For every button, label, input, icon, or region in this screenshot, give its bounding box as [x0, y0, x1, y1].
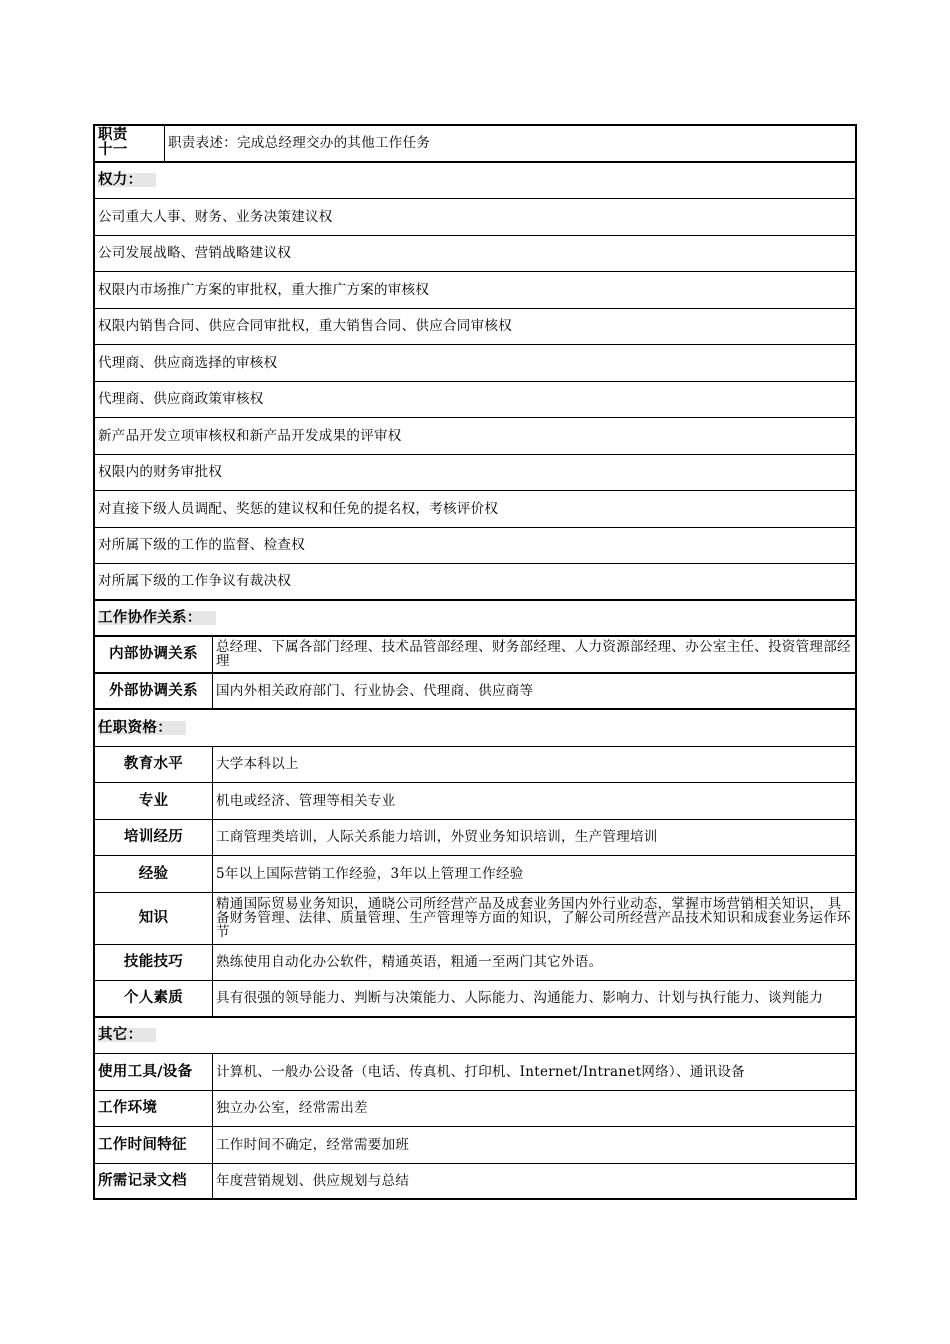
other-value: 独立办公室，经常需出差	[216, 1100, 368, 1117]
other-label: 使用工具/设备	[95, 1054, 213, 1090]
other-value: 工作时间不确定，经常需要加班	[216, 1136, 410, 1153]
power-item	[95, 491, 855, 528]
qualification-value: 工商管理类培训，人际关系能力培训，外贸业务知识培训，生产管理培训	[216, 829, 658, 846]
cooperation-label: 内部协调关系	[95, 637, 213, 672]
qualification-value: 精通国际贸易业务知识，通晓公司所经营产品及成套业务国内外行业动态，掌握市场营销相关知识， 具备财务管理、法律、质量管理、生产管理等方面的知识，了解公司所经营产品技术知识和成套业务运作环节	[216, 896, 851, 940]
other-value: 年度营销规划、供应规划与总结	[216, 1172, 410, 1189]
qualification-label: 个人素质	[95, 981, 213, 1016]
cooperation-section-header	[95, 601, 855, 638]
power-item-text: 对所属下级的工作的监督、检查权	[98, 537, 305, 554]
power-item-text: 权限内的财务审批权	[98, 464, 223, 481]
power-item-text: 权限内销售合同、供应合同审批权，重大销售合同、供应合同审核权	[98, 318, 512, 335]
power-item-text: 代理商、供应商政策审核权	[98, 391, 264, 408]
power-item	[95, 345, 855, 382]
other-value: 计算机、一般办公设备（电话、传真机、打印机、Internet/Intranet网络）、通讯设备	[216, 1063, 745, 1080]
power-title: 权力：	[98, 173, 156, 187]
other-label: 工作时间特征	[95, 1127, 213, 1163]
power-item	[95, 382, 855, 419]
other-label: 工作环境	[95, 1091, 213, 1127]
qualification-row	[95, 981, 855, 1018]
power-item	[95, 528, 855, 565]
duty-text: 职责表述：完成总经理交办的其他工作任务	[168, 135, 431, 152]
cooperation-row	[95, 637, 855, 674]
power-item	[95, 564, 855, 601]
cooperation-label: 外部协调关系	[95, 674, 213, 709]
power-item-text: 公司发展战略、营销战略建议权	[98, 245, 292, 262]
other-row	[95, 1127, 855, 1164]
power-item-text: 代理商、供应商选择的审核权	[98, 354, 278, 371]
power-item-text: 权限内市场推广方案的审批权，重大推广方案的审核权	[98, 281, 430, 298]
power-section-header	[95, 163, 855, 200]
power-item	[95, 272, 855, 309]
qualification-label: 专业	[95, 783, 213, 819]
qualification-row	[95, 747, 855, 784]
qualification-value: 熟练使用自动化办公软件，精通英语，粗通一至两门其它外语。	[216, 954, 603, 971]
qualification-row	[95, 820, 855, 857]
duty-label	[95, 126, 165, 161]
job-description-table	[93, 124, 857, 1200]
other-row	[95, 1164, 855, 1198]
duty-row	[95, 126, 855, 163]
other-row	[95, 1054, 855, 1091]
power-item	[95, 418, 855, 455]
duty-label-line2: 十一	[98, 142, 128, 159]
other-row	[95, 1091, 855, 1128]
cooperation-row	[95, 674, 855, 711]
power-item	[95, 309, 855, 346]
qualification-label: 经验	[95, 856, 213, 892]
power-item	[95, 455, 855, 492]
qualification-row	[95, 945, 855, 982]
power-item	[95, 199, 855, 236]
duty-label-line1: 职责	[98, 127, 128, 144]
qualification-row	[95, 856, 855, 893]
qualifications-section-header	[95, 710, 855, 747]
other-label: 所需记录文档	[95, 1164, 213, 1198]
cooperation-value: 总经理、下属各部门经理、技术品管部经理、财务部经理、人力资源部经理、办公室主任、投资管理部经理	[216, 639, 851, 670]
cooperation-value: 国内外相关政府部门、行业协会、代理商、供应商等	[216, 682, 534, 699]
power-item-text: 对所属下级的工作争议有裁决权	[98, 573, 292, 590]
qualifications-title: 任职资格：	[98, 721, 186, 735]
cooperation-title: 工作协作关系：	[98, 611, 216, 625]
qualification-row	[95, 893, 855, 945]
other-section-header	[95, 1018, 855, 1055]
qualification-row	[95, 783, 855, 820]
qualification-value: 5年以上国际营销工作经验，3年以上管理工作经验	[216, 865, 524, 882]
qualification-value: 机电或经济、管理等相关专业	[216, 792, 396, 809]
power-item-text: 新产品开发立项审核权和新产品开发成果的评审权	[98, 427, 402, 444]
qualification-label: 教育水平	[95, 747, 213, 783]
power-item-text: 公司重大人事、财务、业务决策建议权	[98, 208, 333, 225]
qualification-label: 技能技巧	[95, 945, 213, 981]
power-item-text: 对直接下级人员调配、奖惩的建议权和任免的提名权，考核评价权	[98, 500, 499, 517]
qualification-value: 大学本科以上	[216, 756, 299, 773]
other-title: 其它：	[98, 1028, 156, 1042]
power-item	[95, 236, 855, 273]
qualification-label: 培训经历	[95, 820, 213, 856]
qualification-value: 具有很强的领导能力、判断与决策能力、人际能力、沟通能力、影响力、计划与执行能力、谈判能力	[216, 990, 824, 1007]
qualification-label: 知识	[95, 893, 213, 944]
